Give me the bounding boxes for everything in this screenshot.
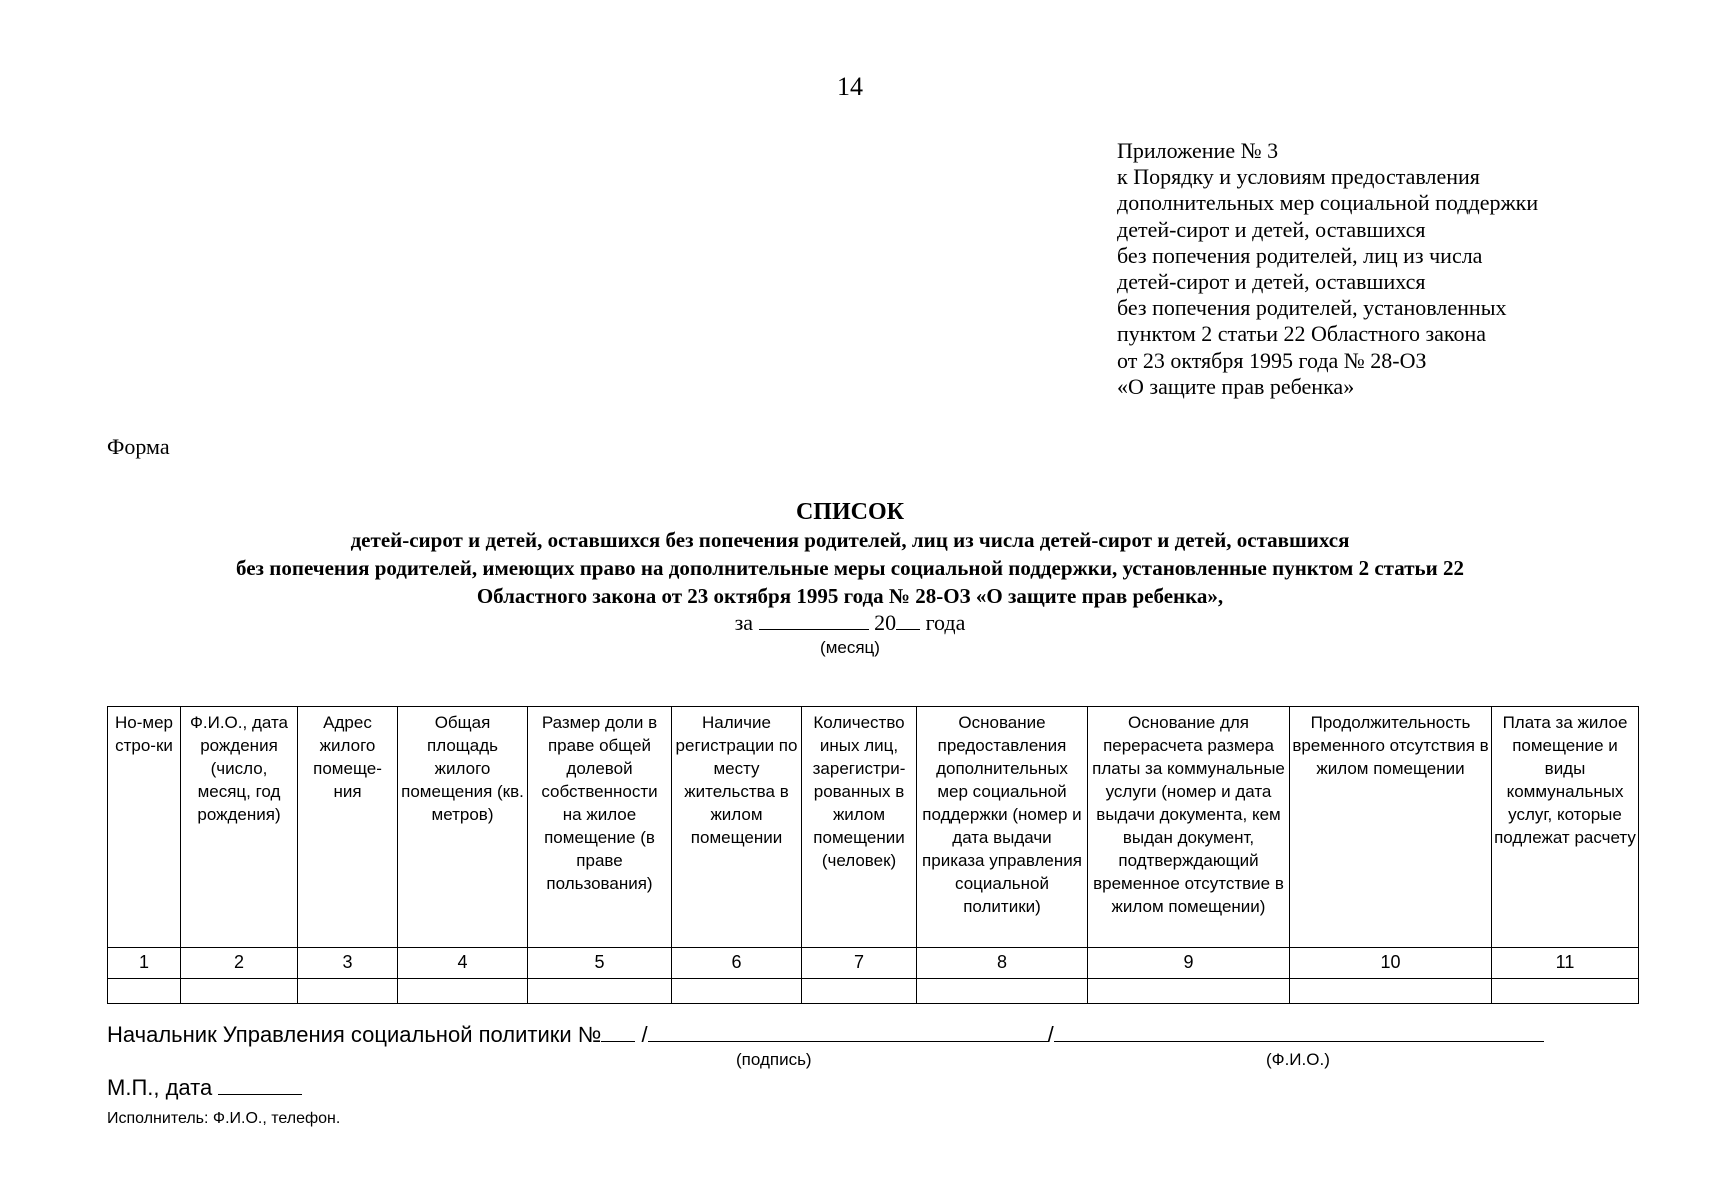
table-header-row bbox=[108, 707, 1639, 948]
column-header: Адрес жилого помеще-ния bbox=[298, 707, 398, 948]
table-cell[interactable] bbox=[108, 979, 181, 1004]
period-line bbox=[0, 610, 1700, 636]
page-number: 14 bbox=[837, 72, 863, 101]
appendix-line: без попечения родителей, лиц из числа bbox=[1117, 242, 1483, 268]
column-number: 1 bbox=[108, 948, 181, 979]
appendix-line: детей-сирот и детей, оставшихся bbox=[1117, 216, 1426, 242]
column-header: Плата за жилое помещение и виды коммунальных услуг, которые подлежат расчету bbox=[1492, 707, 1639, 948]
title-main: СПИСОК bbox=[795, 499, 905, 525]
signature-label: Начальник Управления социальной политики № bbox=[107, 1022, 602, 1047]
column-number: 6 bbox=[672, 948, 802, 979]
year-blank[interactable] bbox=[896, 611, 920, 630]
column-header: Основание предоставления дополнительных мер социальной поддержки (номер и дата выдачи приказа управления социальной политики) bbox=[917, 707, 1088, 948]
stamp-label: М.П., дата bbox=[107, 1075, 213, 1100]
column-number: 11 bbox=[1492, 948, 1639, 979]
column-header: Основание для перерасчета размера платы за коммунальные услуги (номер и дата выдачи документа, кем выдан документ, подтверждающий временное отсутствие в жилом помещении) bbox=[1088, 707, 1290, 948]
column-header: Наличие регистрации по месту жительства в жилом помещении bbox=[672, 707, 802, 948]
column-number: 10 bbox=[1290, 948, 1492, 979]
year-prefix: 20 bbox=[874, 610, 897, 635]
column-header: Общая площадь жилого помещения (кв. метров) bbox=[398, 707, 528, 948]
column-number-row bbox=[108, 948, 1639, 979]
column-header: Ф.И.О., дата рождения (число, месяц, год рождения) bbox=[181, 707, 298, 948]
column-header: Количество иных лиц, зарегистри-рованных в жилом помещении (человек) bbox=[802, 707, 917, 948]
appendix-block bbox=[1117, 138, 1538, 400]
appendix-line: Приложение № 3 bbox=[1117, 138, 1279, 163]
table-cell[interactable] bbox=[1088, 979, 1290, 1004]
date-blank[interactable] bbox=[218, 1076, 302, 1095]
column-header: Размер доли в праве общей долевой собственности на жилое помещение (в праве пользования) bbox=[528, 707, 672, 948]
appendix-line: дополнительных мер социальной поддержки bbox=[1117, 190, 1539, 216]
column-header: Продолжительность временного отсутствия в жилом помещении bbox=[1290, 707, 1492, 948]
signature-caption: (подпись) bbox=[736, 1050, 812, 1069]
period-suffix: года bbox=[925, 610, 966, 635]
appendix-line: без попечения родителей, установленных bbox=[1117, 295, 1507, 321]
column-number: 8 bbox=[917, 948, 1088, 979]
signature-blank[interactable] bbox=[648, 1023, 1048, 1042]
title-line: без попечения родителей, имеющих право на дополнительные меры социальной поддержки, установленные пунктом 2 статьи 22 bbox=[236, 556, 1464, 580]
table-cell[interactable] bbox=[181, 979, 298, 1004]
appendix-line: «О защите прав ребенка» bbox=[1117, 373, 1355, 399]
title-line: Областного закона от 23 октября 1995 года № 28-ОЗ «О защите прав ребенка», bbox=[476, 584, 1224, 608]
list-table bbox=[107, 706, 1639, 1004]
table-row bbox=[108, 979, 1639, 1004]
appendix-line: детей-сирот и детей, оставшихся bbox=[1117, 269, 1426, 295]
signature-line: Начальник Управления социальной политики № / / bbox=[107, 1022, 1544, 1048]
month-caption: (месяц) bbox=[820, 638, 880, 657]
department-number-blank[interactable] bbox=[601, 1023, 635, 1042]
column-number: 7 bbox=[802, 948, 917, 979]
table-cell[interactable] bbox=[672, 979, 802, 1004]
column-number: 5 bbox=[528, 948, 672, 979]
title-line: детей-сирот и детей, оставшихся без попечения родителей, лиц из числа детей-сирот и детей, оставшихся bbox=[350, 528, 1350, 552]
month-blank[interactable] bbox=[759, 611, 869, 630]
name-blank[interactable] bbox=[1054, 1023, 1544, 1042]
appendix-line: пунктом 2 статьи 22 Областного закона bbox=[1117, 321, 1487, 347]
table-cell[interactable] bbox=[802, 979, 917, 1004]
form-label: Форма bbox=[107, 434, 170, 459]
column-header: Но-мер стро-ки bbox=[108, 707, 181, 948]
table-cell[interactable] bbox=[298, 979, 398, 1004]
table-cell[interactable] bbox=[528, 979, 672, 1004]
column-number: 3 bbox=[298, 948, 398, 979]
stamp-line bbox=[107, 1075, 302, 1101]
table-cell[interactable] bbox=[917, 979, 1088, 1004]
executor-line: Исполнитель: Ф.И.О., телефон. bbox=[107, 1110, 341, 1127]
table-cell[interactable] bbox=[1290, 979, 1492, 1004]
table-cell[interactable] bbox=[1492, 979, 1639, 1004]
column-number: 9 bbox=[1088, 948, 1290, 979]
column-number: 2 bbox=[181, 948, 298, 979]
column-number: 4 bbox=[398, 948, 528, 979]
document-title bbox=[0, 498, 1700, 610]
period-prefix: за bbox=[734, 610, 754, 635]
appendix-line: от 23 октября 1995 года № 28-ОЗ bbox=[1117, 347, 1427, 373]
table-cell[interactable] bbox=[398, 979, 528, 1004]
appendix-line: к Порядку и условиям предоставления bbox=[1117, 164, 1480, 190]
name-caption: (Ф.И.О.) bbox=[1266, 1050, 1330, 1069]
